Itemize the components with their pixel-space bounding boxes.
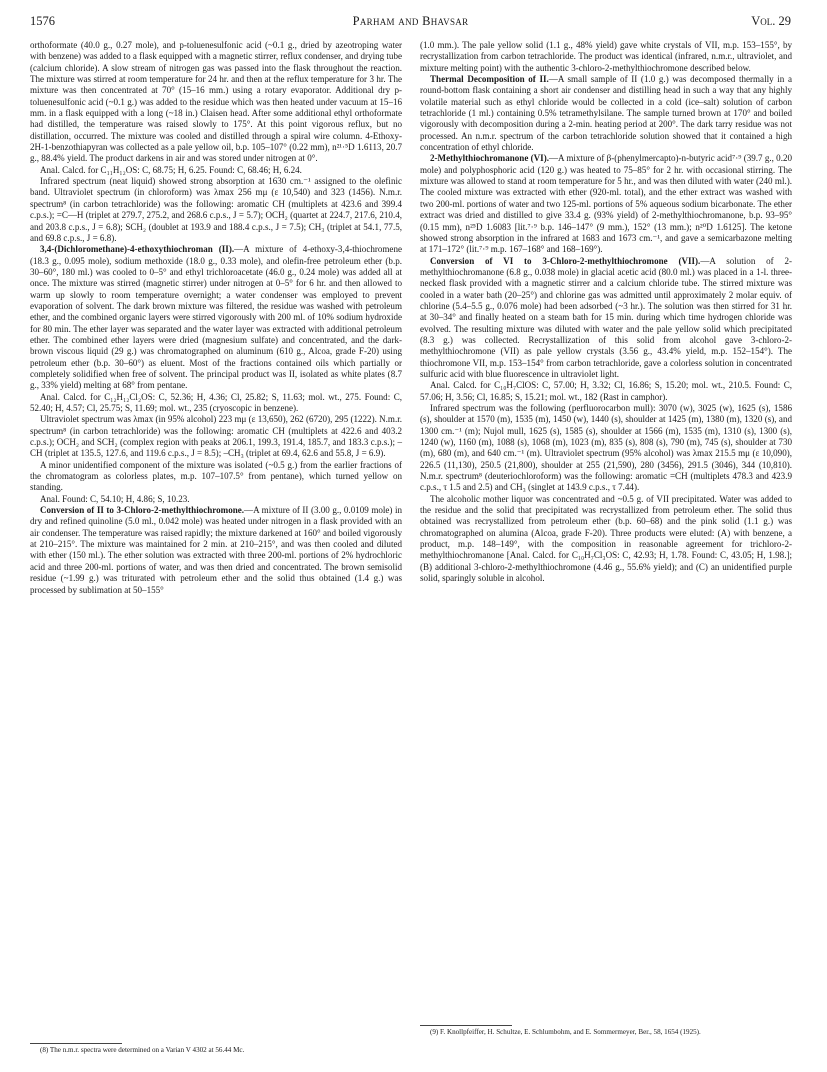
section-title: Conversion of II to 3-Chloro-2-methylthiochromone. xyxy=(40,505,245,516)
paragraph-text: Anal. Found: C, 54.10; H, 4.86; S, 10.23. xyxy=(40,493,190,504)
right-column xyxy=(420,40,792,585)
running-title: Parham and Bhavsar xyxy=(352,14,469,28)
paragraph xyxy=(420,380,792,403)
paragraph xyxy=(30,176,402,244)
paragraph-text: —A mixture of II (3.00 g., 0.0109 mole) in dry and refined quinoline (5.0 ml., 0.042 mole) was heated under nitrogen in a flask provided with an air condenser. The temperature was raised rapidly; the mixture darkened at 160° and boiled vigorously at 210–215°. The mixture was maintained for 2 min. at 210–215°, and was then cooled and diluted with ether (150 ml.). The ether solution was extracted with three 200-ml. portions of 2% hydrochloric acid and three 200-ml. portions of water, and was then dried and concentrated. The brown semisolid residue (~1.99 g.) was triturated with petroleum ether and the solid thus obtained (1.4 g.) was processed by sublimation at 50–155° xyxy=(30,505,402,595)
paragraph-text: —A mixture of 4-ethoxy-3,4-thiochromene (18.3 g., 0.095 mole), sodium methoxide (18.0 g., 0.33 mole), and olefin-free petroleum ether (b.p. 30–60°, 180 ml.) was cooled to 0–5° and ethyl trichloroacetate (46.0 g., 0.24 mole) was added all at once. The mixture was stirred (magnetic stirrer) under nitrogen at 0–5° for 6 hr. and then allowed to warm up slowly to room temperature overnight; a water condenser was employed to prevent evaporation of solvent. The dark brown mixture was filtered, the residue was washed with petroleum ether, and the combined organic layers were stirred vigorously with 200 ml. of 10% sodium hydroxide for 80 min. The ether layer was separated and the water layer was extracted with additional petroleum ether. The combined ether layers were dried (magnesium sulfate) and concentrated, and the dark-brown viscous liquid (29 g.) was chromatographed on aluminum (610 g., Alcoa, grade F-20) using petroleum ether (b.p. 30–60°) as eluent. Most of the fractions contained oils which partially or completely solidified when free of solvent. The principal product was II, isolated as white plates (8.7 g., 33% yield) melting at 68° from pentane. xyxy=(30,244,402,391)
paragraph xyxy=(420,256,792,381)
paragraph xyxy=(30,40,402,165)
paragraph xyxy=(30,505,402,596)
section-title: Thermal Decomposition of II. xyxy=(430,74,549,85)
paragraph-text: Infrared spectrum was the following (perfluorocarbon mull): 3070 (w), 3025 (w), 1625 (s), 1586 (s), shoulder at 1570 (m), 1535 (m), 1450 (w), 1440 (s), shoulder at 1425 (m), 1380 (m), 1320 (s), and 1300 cm.⁻¹ (m); Nujol mull, 1625 (s), 1585 (s), shoulder at 1566 (m), 1535 (m), 1310 (s), 1300 (s), 1240 (w), 1160 (m), 1088 (s), 1068 (m), 1023 (m), 835 (s), 808 (s), 790 (m), 745 (s), shoulder at 730 (m), 680 (m), and 640 cm.⁻¹ (m). Ultraviolet spectrum (95% alcohol) was λmax 215.5 mμ (ε 10,090), 226.5 (11,130), 250.5 (21,800), shoulder at 255 (21,590), 280 (3456), 291.5 (3046), 344 (10,810). N.m.r. spectrum⁸ (deuteriochloroform) was the following: aromatic =CH (multiplets 478.3 and 423.9 c.p.s., τ 1.5 and 2.5) and CH₃ (singlet at 143.9 c.p.s., τ 7.44). xyxy=(420,403,792,493)
paragraph-text: Ultraviolet spectrum was λmax (in 95% alcohol) 223 mμ (ε 13,650), 262 (6720), 295 (1222). N.m.r. spectrum⁸ (in carbon tetrachloride) was the following: aromatic CH (multiplets at 422.6 and 403.2 c.p.s.); OCH₂ and SCH₂ (complex region with peaks at 206.1, 199.3, 191.4, 185.7, and 183.3 c.p.s.); –CH (triplet at 135.5, 127.6, and 119.6 c.p.s., J = 8.5); –CH₃ (triplet at 69.4, 62.6 and 55.8, J = 6.9). xyxy=(30,414,402,459)
paragraph-text: Infrared spectrum (neat liquid) showed strong absorption at 1630 cm.⁻¹ assigned to the olefinic band. Ultraviolet spectrum (in chloroform) was λmax 256 mμ (ε 10,540) and 323 (1456). N.m.r. spectrum⁸ (in carbon tetrachloride) was the following: aromatic CH (multiplets at 423.6 and 399.4 c.p.s.); =C—H (triplet at 279.7, 275.2, and 268.6 c.p.s., J = 5.7); OCH₂ (quartet at 224.7, 217.6, 210.4, and 203.8 c.p.s., J = 6.8); SCH₂ (doublet at 193.9 and 188.4 c.p.s., J = 7.5); CH₃ (triplet at 54.1, 77.5, and 69.8 c.p.s., J = 6.8). xyxy=(30,176,402,243)
paragraph xyxy=(30,460,402,494)
paragraph xyxy=(30,414,402,459)
footnote-rule xyxy=(30,1043,122,1044)
footnote-8: (8) The n.m.r. spectra were determined on a Varian V 4302 at 56.44 Mc. xyxy=(40,1046,245,1054)
paragraph-text: Anal. Calcd. for C₁₁H₁₂OS: C, 68.75; H, 6.25. Found: C, 68.46; H, 6.24. xyxy=(40,164,302,175)
page-header xyxy=(30,14,791,32)
section-title: 2-Methylthiochromanone (VI). xyxy=(430,153,549,164)
volume-label: Vol. 29 xyxy=(751,14,791,28)
section-title: Conversion of VI to 3-Chloro-2-methylthiochromone (VII). xyxy=(430,255,701,266)
left-column xyxy=(30,40,402,596)
paragraph xyxy=(30,494,402,505)
paragraph-text: —A small sample of II (1.0 g.) was decomposed thermally in a round-bottom flask containing a short air condenser and distilling head in such a way that any highly volatile material such as ethyl chloride would be collected in a cold (ice–salt) solution of carbon tetrachloride (1 ml.) containing 0.5% tetramethylsilane. The sample turned brown at 170° and boiled vigorously with decomposition during a 2-min. heating period at 200°. The dark tarry residue was not processed. An n.m.r. spectrum of the carbon tetrachloride solution showed that it contained a high concentration of ethyl chloride. xyxy=(420,74,792,153)
paragraph-text: The alcoholic mother liquor was concentrated and ~0.5 g. of VII precipitated. Water was added to the residue and the solid that precipitated was recrystallized from petroleum ether. The solid thus obtained was recrystallized from petroleum ether (b.p. 60–68) and the pink solid (1.1 g.) was chromatographed on alumina (Alcoa, grade F-20). Three products were eluted: (A) with benzene, a product, m.p. 148–149°, with the composition in reasonable agreement for trichloro-2-methylthiochromanone [Anal. Calcd. for C₁₀H₇Cl₃OS: C, 42.93; H, 1.78. Found: C, 43.05; H, 1.98.]; (B) additional 3-chloro-2-methylthiochromone (4.46 g., 55.6% yield); and (C) an unidentified purple solid, sparingly soluble in alcohol. xyxy=(420,493,792,584)
right-footnote-area xyxy=(420,1022,792,1037)
paragraph-text: orthoformate (40.0 g., 0.27 mole), and p-toluenesulfonic acid (~0.1 g., dried by azeotroping water with benzene) was added to a flask equipped with a magnetic stirrer, reflux condenser, and drying tube (calcium chloride). A slow stream of nitrogen gas was passed into the flask throughout the reaction. The mixture was stirred at room temperature for 24 hr. and then at the reflux temperature for 3 hr. The mixture was then concentrated at 70° (15–16 mm.) using a rotary evaporator. Additional dry p-toluenesulfonic acid (~0.1 g.) was added to the residue which was then heated under vacuum at 15–16 mm. in a flask equipped with a long (~18 in.) Claisen head. After some additional ethyl orthoformate had distilled, the temperature was raised slowly to 175°. At this point vigorous reflux, but no distillation, occurred. The mixture was cooled and distilled through a spiral wire column. 4-Ethoxy-2H-1-benzothiapyran was collected as a pale yellow oil, b.p. 105–107° (0.22 mm), n²¹·⁵D 1.6113, 20.7 g., 88.4% yield. The product darkens in air and was stored under nitrogen at 0°. xyxy=(30,40,402,164)
paragraph xyxy=(420,153,792,255)
paragraph xyxy=(420,403,792,494)
page-number: 1576 xyxy=(30,14,55,28)
paragraph-text: —A solution of 2-methylthiochromanone (6.8 g., 0.038 mole) in glacial acetic acid (80.0 ml.) was placed in a 1-l. three-necked flask provided with a magnetic stirrer and a calcium chloride tube. The stirred mixture was cooled in a water bath (20–25°) and chlorine gas was admitted until approximately 2 molar equiv. of chlorine (5.4–5.5 g., 0.076 mole) had been adsorbed (~3 hr.). The solution was then stirred for 31 hr. at 30–34° and finally heated on a steam bath for 15 min. during which time hydrogen chloride was evolved. The resulting mixture was diluted with water and the pale yellow solid which precipitated (8.3 g.) was collected. Recrystallization of this solid from alcohol gave 3-chloro-2-methylthiochromone (VII) as pale yellow crystals (3.56 g., 43.4% yield, m.p. 152–154°). The thiochromone VII, m.p. 153–154° from carbon tetrachloride, gave a colorless solution in concentrated sulfuric acid with blue fluorescence in ultraviolet light. xyxy=(420,255,793,379)
paragraph-text: Anal. Calcd. for C₁₀H₇ClOS: C, 57.00; H, 3.32; Cl, 16.86; S, 15.20; mol. wt., 210.5. Found: C, 57.06; H, 3.56; Cl, 16.85; S, 15.21; mol. wt., 182 (Rast in camphor). xyxy=(420,380,792,402)
paragraph xyxy=(30,165,402,176)
section-title: 3,4-(Dichloromethane)-4-ethoxythiochroman (II). xyxy=(40,244,235,255)
paragraph xyxy=(30,392,402,415)
paragraph xyxy=(420,40,792,74)
paragraph-text: A minor unidentified component of the mixture was isolated (~0.5 g.) from the earlier fractions of the chromatogram as colorless plates, m.p. 107–107.5° from pentane), which turned yellow on standing. xyxy=(30,459,402,493)
footnote-rule xyxy=(420,1025,512,1026)
footnote-9: (9) F. Knollpfeiffer, H. Schultze, E. Schlumbohm, and E. Sommermeyer, Ber., 58, 1654 (1925). xyxy=(430,1028,701,1036)
paragraph xyxy=(420,494,792,585)
paragraph xyxy=(30,244,402,391)
paragraph-text: —A mixture of β-(phenylmercapto)-n-butyric acid⁷·⁹ (39.7 g., 0.20 mole) and polyphosphoric acid (120 g.) was heated to 75–85° for 2 hr. with occasional stirring. The mixture was allowed to stand at room temperature for 5 hr., and was then diluted with water (240 ml.). The cooled mixture was extracted with ether (920-ml. total), and the ether extract was washed with two 200-ml. portions of water and two 125-ml. portions of 5% aqueous sodium bicarbonate. The ether extract was dried and distilled to give 33.4 g. (93% yield) of 2-methylthiochromanone, b.p. 93–95° (0.15 mm), n²⁵D 1.6083 [lit.⁷·⁹ b.p. 146–147° (9 mm.), 152° (13 mm.); n²⁰D 1.6125]. The ketone showed strong absorption in the infrared at 1683 and 1673 cm.⁻¹, and gave a semicarbazone melting at 171–172° (lit.⁷·⁹ m.p. 167–168° and 168–169°). xyxy=(420,153,792,255)
paragraph-text: Anal. Calcd. for C₁₂H₁₂Cl₂OS: C, 52.36; H, 4.36; Cl, 25.82; S, 11.63; mol. wt., 275. Found: C, 52.40; H, 4.57; Cl, 25.75; S, 11.69; mol. wt., 235 (cryoscopic in benzene). xyxy=(30,391,402,413)
left-footnote-area xyxy=(30,1040,402,1055)
paragraph-text: (1.0 mm.). The pale yellow solid (1.1 g., 48% yield) gave white crystals of VII, m.p. 153–155°, by recrystallization from carbon tetrachloride. The product was identical (infrared, n.m.r., ultraviolet, and mixture melting point) with the authentic 3-chloro-2-methylthiochromone described below. xyxy=(420,40,792,73)
paragraph xyxy=(420,74,792,153)
